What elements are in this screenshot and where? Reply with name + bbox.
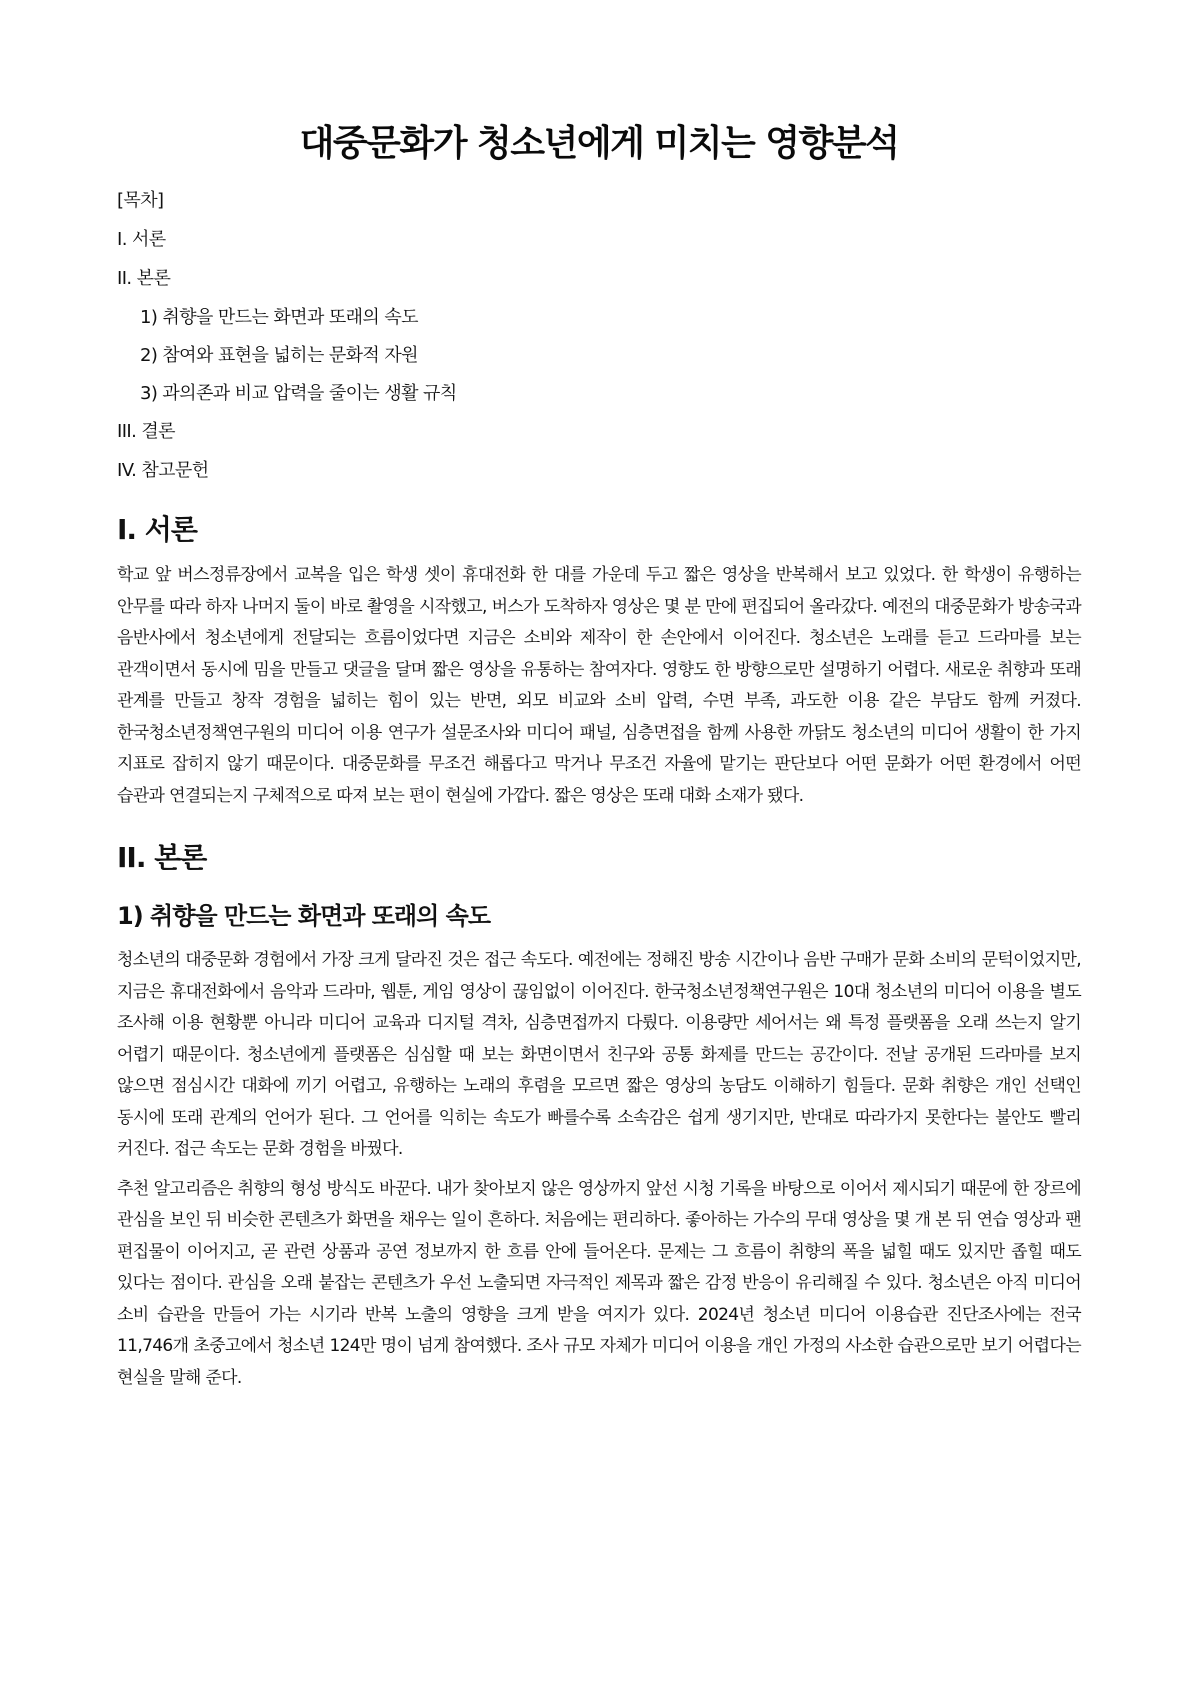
body-paragraph-1: 청소년의 대중문화 경험에서 가장 크게 달라진 것은 접근 속도다. 예전에는 정해진 방송 시간이나 음반 구매가 문화 소비의 문턱이었지만, 지금은 휴대전화에서 음악과 드라마, 웹툰, 게임 영상이 끊임없이 이어진다. 한국청소년정책연구원은 10대 청소년의 미디어 이용을 별도 조사해 이용 현황뿐 아니라 미디어 교육과 디지털 격차, 심층면접까지 다뤘다. 이용량만 세어서는 왜 특정 플랫폼을 오래 쓰는지 알기 어렵기 때문이다. 청소년에게 플랫폼은 심심할 때 보는 화면이면서 친구와 공통 화제를 만드는 공간이다. 전날 공개된 드라마를 보지 않으면 점심시간 대화에 끼기 어렵고, 유행하는 노래의 후렴을 모르면 짧은 영상의 농담도 이해하기 힘들다. 문화 취향은 개인 선택인 동시에 또래 관계의 언어가 된다. 그 언어를 익히는 속도가 빠를수록 소속감은 쉽게 생기지만, 반대로 따라가지 못한다는 불안도 빨리 커진다. 접근 속도는 문화 경험을 바꿨다. (117, 950, 1081, 1159)
section-heading-body: II. 본론 (117, 841, 207, 874)
toc-item-body-3: 3) 과의존과 비교 압력을 줄이는 생활 규칙 (140, 383, 457, 404)
body-paragraph-2: 추천 알고리즘은 취향의 형성 방식도 바꾼다. 내가 찾아보지 않은 영상까지 앞선 시청 기록을 바탕으로 이어서 제시되기 때문에 한 장르에 관심을 보인 뒤 비슷한 콘텐츠가 화면을 채우는 일이 흔하다. 처음에는 편리하다. 좋아하는 가수의 무대 영상을 몇 개 본 뒤 연습 영상과 팬 편집물이 이어지고, 곧 관련 상품과 공연 정보까지 한 흐름 안에 들어온다. 문제는 그 흐름이 취향의 폭을 넓힐 때도 있지만 좁힐 때도 있다는 점이다. 관심을 오래 붙잡는 콘텐츠가 우선 노출되면 자극적인 제목과 짧은 감정 반응이 유리해질 수 있다. 청소년은 아직 미디어 소비 습관을 만들어 가는 시기라 반복 노출의 영향을 크게 받을 여지가 있다. 2024년 청소년 미디어 이용습관 진단조사에는 전국 11,746개 초중고에서 청소년 124만 명이 넘게 참여했다. 조사 규모 자체가 미디어 이용을 개인 가정의 사소한 습관으로만 보기 어렵다는 현실을 말해 준다. (117, 1178, 1081, 1388)
toc-item-body: II. 본론 (117, 268, 171, 289)
section-heading-intro: I. 서론 (117, 513, 197, 546)
toc-item-conclusion: III. 결론 (117, 421, 175, 442)
toc-item-intro: I. 서론 (117, 229, 166, 250)
document-title: 대중문화가 청소년에게 미치는 영향분석 (299, 123, 899, 164)
toc-heading: [목차] (117, 190, 164, 211)
toc-item-references: IV. 참고문헌 (117, 460, 209, 481)
toc-item-body-2: 2) 참여와 표현을 넓히는 문화적 자원 (140, 345, 418, 366)
subsection-heading-1: 1) 취향을 만드는 화면과 또래의 속도 (117, 902, 491, 930)
toc-item-body-1: 1) 취향을 만드는 화면과 또래의 속도 (140, 307, 418, 328)
intro-paragraph: 학교 앞 버스정류장에서 교복을 입은 학생 셋이 휴대전화 한 대를 가운데 두고 짧은 영상을 반복해서 보고 있었다. 한 학생이 유행하는 안무를 따라 하자 나머지 둘이 바로 촬영을 시작했고, 버스가 도착하자 영상은 몇 분 만에 편집되어 올라갔다. 예전의 대중문화가 방송국과 음반사에서 청소년에게 전달되는 흐름이었다면 지금은 소비와 제작이 한 손안에서 이어진다. 청소년은 노래를 듣고 드라마를 보는 관객이면서 동시에 밈을 만들고 댓글을 달며 짧은 영상을 유통하는 참여자다. 영향도 한 방향으로만 설명하기 어렵다. 새로운 취향과 또래 관계를 만들고 창작 경험을 넓히는 힘이 있는 반면, 외모 비교와 소비 압력, 수면 부족, 과도한 이용 같은 부담도 함께 커졌다. 한국청소년정책연구원의 미디어 이용 연구가 설문조사와 미디어 패널, 심층면접을 함께 사용한 까닭도 청소년의 미디어 생활이 한 가지 지표로 잡히지 않기 때문이다. 대중문화를 무조건 해롭다고 막거나 무조건 자율에 맡기는 판단보다 어떤 문화가 어떤 환경에서 어떤 습관과 연결되는지 구체적으로 따져 보는 편이 현실에 가깝다. 짧은 영상은 또래 대화 소재가 됐다. (117, 565, 1081, 806)
table-of-contents (117, 188, 1081, 484)
